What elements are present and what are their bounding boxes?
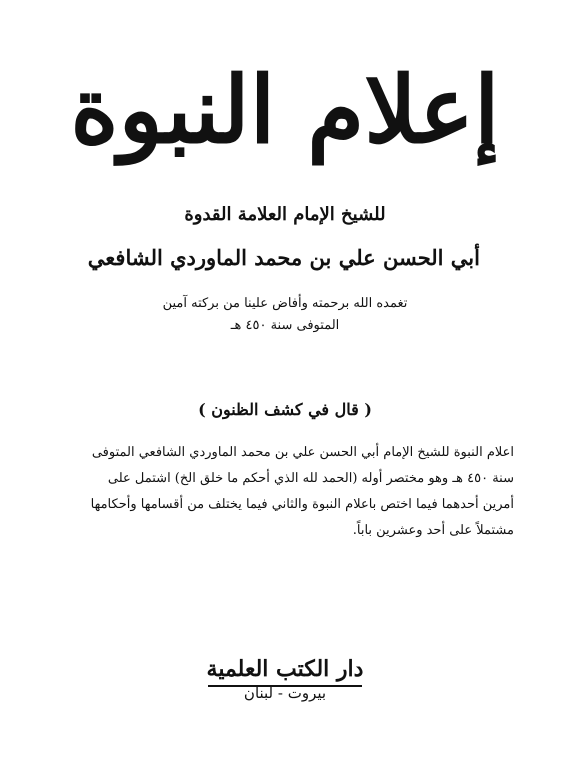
description-line: مشتملاً على أحد وعشرين باباً. <box>352 523 514 538</box>
publisher-city: بيروت - لبنان <box>243 684 327 702</box>
author-death-date: المتوفى سنة ٤٥٠ هـ <box>230 318 340 333</box>
author-blessing: تغمده الله برحمته وأفاض علينا من بركته آمين <box>162 296 408 311</box>
description-line: سنة ٤٥٠ هـ وهو مختصر أوله (الحمد لله الذي أحكم ما خلق الخ) اشتمل على <box>107 471 514 486</box>
description-line: أمرين أحدهما فيما اختص باعلام النبوة والثاني فيما يختلف من أقسامها وأحكامها <box>90 497 514 512</box>
author-name: أبي الحسن علي بن محمد الماوردي الشافعي <box>87 245 480 270</box>
book-description <box>68 440 514 544</box>
author-honorific: للشيخ الإمام العلامة القدوة <box>184 204 386 225</box>
description-line: اعلام النبوة للشيخ الإمام أبي الحسن علي بن محمد الماوردي الشافعي المتوفى <box>91 445 514 460</box>
kashf-heading: ( قال في كشف الظنون ) <box>198 400 372 419</box>
book-title: إعلام النبوة <box>70 56 500 164</box>
publisher-name: دار الكتب العلمية <box>206 656 364 682</box>
